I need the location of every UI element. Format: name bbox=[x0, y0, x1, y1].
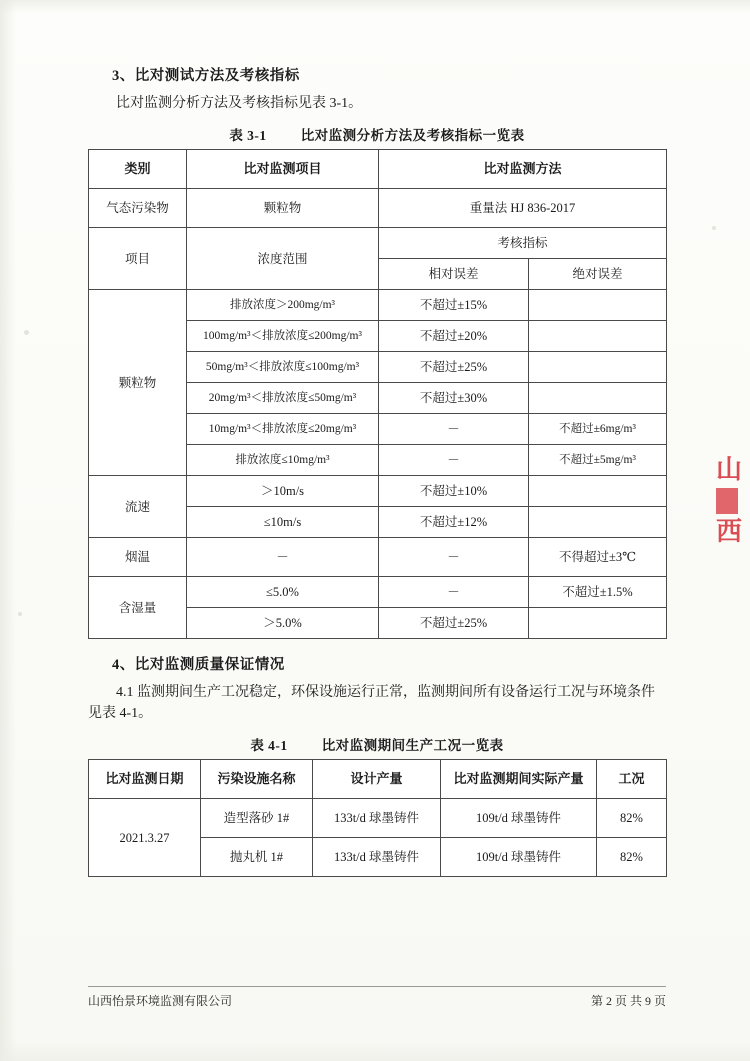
table-row bbox=[89, 476, 667, 507]
header-design-output: 设计产量 bbox=[313, 760, 441, 799]
cell-absolute-error: 不超过±5mg/m³ bbox=[529, 445, 667, 476]
cell-range: 排放浓度≤10mg/m³ bbox=[187, 445, 379, 476]
cell-relative-error: 不超过±15% bbox=[379, 290, 529, 321]
group-temperature: 烟温 bbox=[89, 538, 187, 577]
table-3-1 bbox=[88, 149, 667, 639]
cell-range: 100mg/m³＜排放浓度≤200mg/m³ bbox=[187, 321, 379, 352]
seal-glyph-2: 西 bbox=[716, 517, 743, 546]
cell-relative-error: － bbox=[379, 445, 529, 476]
table-4-1-caption-number: 表 4-1 bbox=[250, 738, 288, 753]
cell-relative-error: － bbox=[379, 538, 529, 577]
red-seal-fragment bbox=[714, 455, 750, 595]
header-date: 比对监测日期 bbox=[89, 760, 201, 799]
scan-edge-left bbox=[0, 0, 16, 1061]
group-particulate: 颗粒物 bbox=[89, 290, 187, 476]
cell-relative-error: 不超过±30% bbox=[379, 383, 529, 414]
cell-relative-error: 不超过±10% bbox=[379, 476, 529, 507]
header-category: 类别 bbox=[89, 150, 187, 189]
cell-range: ≤5.0% bbox=[187, 577, 379, 608]
cell-condition: 82% bbox=[597, 838, 667, 877]
subheader-absolute-error: 绝对误差 bbox=[529, 259, 667, 290]
cell-range: ＞10m/s bbox=[187, 476, 379, 507]
section-3-heading: 3、比对测试方法及考核指标 bbox=[112, 68, 300, 84]
footer-page-number: 第 2 页 共 9 页 bbox=[590, 994, 666, 1008]
cell-design-output: 133t/d 球墨铸件 bbox=[313, 838, 441, 877]
document-content bbox=[88, 64, 666, 877]
cell-actual-output: 109t/d 球墨铸件 bbox=[441, 838, 597, 877]
cell-absolute-error bbox=[529, 321, 667, 352]
cell-relative-error: 不超过±25% bbox=[379, 352, 529, 383]
group-velocity: 流速 bbox=[89, 476, 187, 538]
table-4-1-caption bbox=[88, 734, 666, 754]
table-row bbox=[89, 538, 667, 577]
cell-absolute-error bbox=[529, 608, 667, 639]
cell-range: 10mg/m³＜排放浓度≤20mg/m³ bbox=[187, 414, 379, 445]
cell-design-output: 133t/d 球墨铸件 bbox=[313, 799, 441, 838]
cell-absolute-error bbox=[529, 507, 667, 538]
scan-speck bbox=[18, 612, 22, 616]
group-humidity: 含湿量 bbox=[89, 577, 187, 639]
table-row bbox=[89, 150, 667, 189]
table-row bbox=[89, 290, 667, 321]
table-row bbox=[89, 799, 667, 838]
cell-relative-error: － bbox=[379, 414, 529, 445]
header-condition: 工况 bbox=[597, 760, 667, 799]
cell-range: ＞5.0% bbox=[187, 608, 379, 639]
cell-concentration-label: 浓度范围 bbox=[187, 228, 379, 290]
header-actual-output: 比对监测期间实际产量 bbox=[441, 760, 597, 799]
scan-speck bbox=[24, 330, 29, 335]
table-4-1-caption-title: 比对监测期间生产工况一览表 bbox=[321, 738, 504, 753]
seal-glyph-1: 山 bbox=[716, 455, 743, 484]
cell-absolute-error bbox=[529, 352, 667, 383]
table-row bbox=[89, 189, 667, 228]
cell-particulate-item: 颗粒物 bbox=[187, 189, 379, 228]
header-method: 比对监测方法 bbox=[379, 150, 667, 189]
cell-relative-error: 不超过±20% bbox=[379, 321, 529, 352]
cell-facility-name: 造型落砂 1# bbox=[201, 799, 313, 838]
cell-condition: 82% bbox=[597, 799, 667, 838]
cell-index-label: 考核指标 bbox=[379, 228, 667, 259]
cell-relative-error: 不超过±12% bbox=[379, 507, 529, 538]
cell-monitor-date: 2021.3.27 bbox=[89, 799, 201, 877]
cell-gas-pollutant: 气态污染物 bbox=[89, 189, 187, 228]
table-row bbox=[89, 760, 667, 799]
cell-range: 50mg/m³＜排放浓度≤100mg/m³ bbox=[187, 352, 379, 383]
table-3-1-caption-title: 比对监测分析方法及考核指标一览表 bbox=[300, 128, 525, 143]
cell-actual-output: 109t/d 球墨铸件 bbox=[441, 799, 597, 838]
header-item: 比对监测项目 bbox=[187, 150, 379, 189]
cell-absolute-error: 不得超过±3℃ bbox=[529, 538, 667, 577]
section-4-heading: 4、比对监测质量保证情况 bbox=[112, 657, 285, 673]
cell-absolute-error: 不超过±1.5% bbox=[529, 577, 667, 608]
cell-relative-error: 不超过±25% bbox=[379, 608, 529, 639]
scan-speck bbox=[712, 226, 716, 230]
table-3-1-caption-number: 表 3-1 bbox=[229, 128, 267, 143]
cell-absolute-error: 不超过±6mg/m³ bbox=[529, 414, 667, 445]
cell-range: ≤10m/s bbox=[187, 507, 379, 538]
cell-absolute-error bbox=[529, 383, 667, 414]
section-4-paragraph: 4.1 监测期间生产工况稳定，环保设施运行正常，监测期间所有设备运行工况与环境条件见表 4-1。 bbox=[88, 685, 655, 721]
table-4-1 bbox=[88, 759, 667, 877]
table-row bbox=[89, 577, 667, 608]
table-3-1-caption bbox=[88, 124, 666, 144]
cell-facility-name: 抛丸机 1# bbox=[201, 838, 313, 877]
seal-bar bbox=[716, 488, 738, 514]
cell-relative-error: － bbox=[379, 577, 529, 608]
cell-range: 排放浓度＞200mg/m³ bbox=[187, 290, 379, 321]
footer-company: 山西怡景环境监测有限公司 bbox=[88, 994, 233, 1008]
subheader-relative-error: 相对误差 bbox=[379, 259, 529, 290]
page-footer bbox=[88, 986, 666, 1009]
scan-edge-top bbox=[0, 0, 750, 14]
cell-project-label: 项目 bbox=[89, 228, 187, 290]
header-facility: 污染设施名称 bbox=[201, 760, 313, 799]
cell-absolute-error bbox=[529, 290, 667, 321]
cell-range: － bbox=[187, 538, 379, 577]
section-3-intro: 比对监测分析方法及考核指标见表 3-1。 bbox=[116, 96, 363, 111]
cell-absolute-error bbox=[529, 476, 667, 507]
table-row bbox=[89, 228, 667, 259]
scan-edge-bottom bbox=[0, 1041, 750, 1061]
cell-range: 20mg/m³＜排放浓度≤50mg/m³ bbox=[187, 383, 379, 414]
cell-method: 重量法 HJ 836-2017 bbox=[379, 189, 667, 228]
